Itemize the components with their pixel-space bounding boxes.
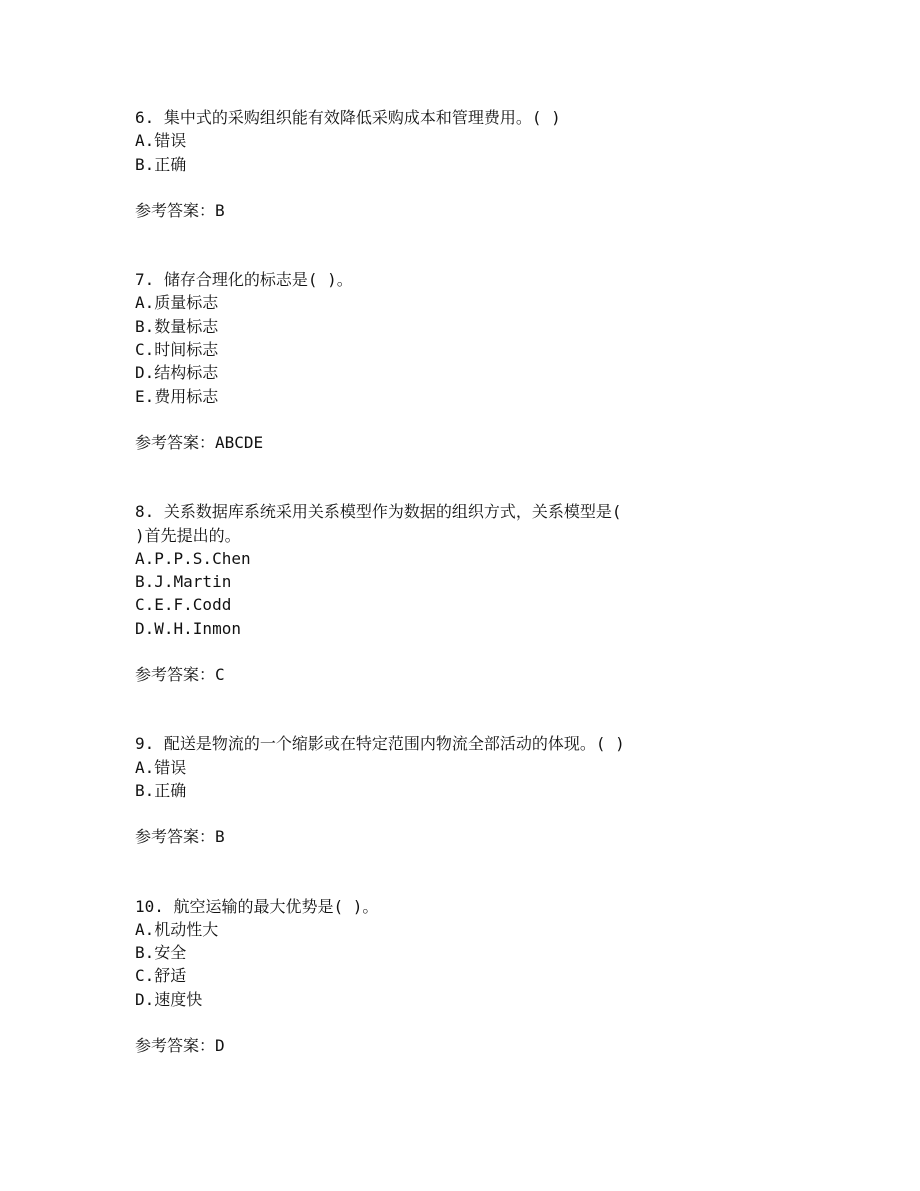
- reference-answer: 参考答案：C: [135, 665, 225, 685]
- option: A.错误: [135, 131, 187, 151]
- question-text-line-1: 8. 关系数据库系统采用关系模型作为数据的组织方式，关系模型是(: [135, 502, 622, 522]
- option: B.正确: [135, 780, 187, 800]
- option: A.P.P.S.Chen: [135, 548, 251, 568]
- reference-answer: 参考答案：B: [135, 827, 225, 847]
- option: A.质量标志: [135, 293, 219, 313]
- option: B.数量标志: [135, 316, 219, 336]
- option: C.舒适: [135, 966, 187, 986]
- option: C.时间标志: [135, 340, 219, 360]
- option: A.错误: [135, 757, 187, 777]
- question-text: 7. 储存合理化的标志是( )。: [135, 270, 353, 290]
- reference-answer: 参考答案：ABCDE: [135, 432, 264, 452]
- question-text: 6. 集中式的采购组织能有效降低采购成本和管理费用。( ): [135, 108, 561, 127]
- option: B.J.Martin: [135, 572, 232, 592]
- option: E.费用标志: [135, 386, 219, 406]
- question-text: 10. 航空运输的最大优势是( )。: [135, 896, 379, 916]
- option: D.结构标志: [135, 363, 219, 383]
- question-6: [135, 106, 855, 222]
- reference-answer: 参考答案：B: [135, 200, 225, 220]
- question-text-line-2: )首先提出的。: [135, 525, 241, 545]
- option: B.正确: [135, 154, 187, 174]
- reference-answer: 参考答案：D: [135, 1036, 225, 1056]
- question-7: [135, 268, 855, 454]
- option: D.速度快: [135, 989, 203, 1009]
- option: B.安全: [135, 943, 187, 963]
- document-page: [135, 106, 855, 1057]
- question-text: 9. 配送是物流的一个缩影或在特定范围内物流全部活动的体现。( ): [135, 734, 625, 754]
- question-10: [135, 895, 855, 1058]
- option: D.W.H.Inmon: [135, 618, 241, 638]
- question-8: [135, 500, 855, 686]
- option: C.E.F.Codd: [135, 595, 232, 615]
- option: A.机动性大: [135, 919, 219, 939]
- question-9: [135, 732, 855, 848]
